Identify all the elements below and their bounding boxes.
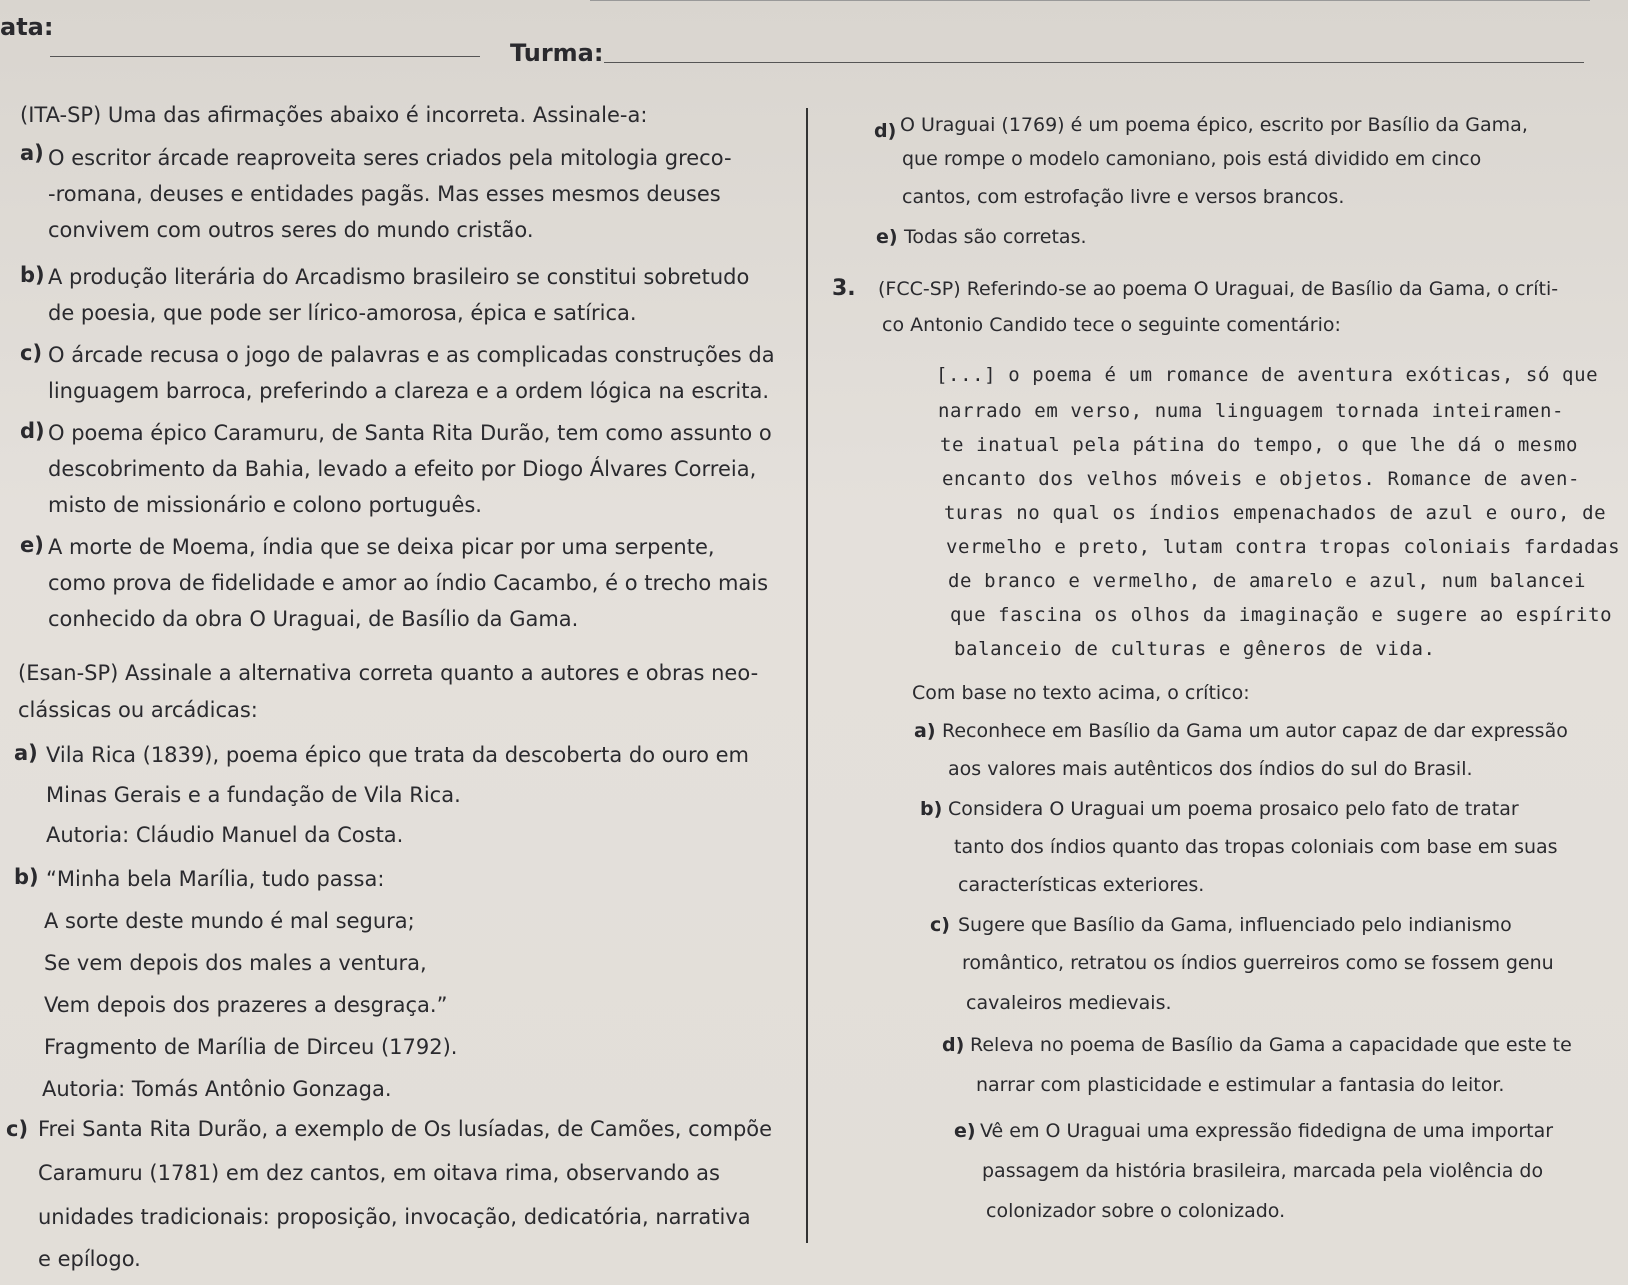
- q2-option-b-line: Se vem depois dos males a ventura,: [44, 951, 427, 975]
- q1-option-d-line: descobrimento da Bahia, levado a efeito por Diogo Álvares Correia,: [48, 457, 757, 481]
- q1-option-b-line: A produção literária do Arcadismo brasileiro se constitui sobretudo: [48, 265, 750, 289]
- q1-option-b-line: de poesia, que pode ser lírico-amorosa, épica e satírica.: [48, 301, 637, 325]
- q1-option-e-right-line: Todas são corretas.: [904, 226, 1087, 248]
- q1-option-c-letter: c): [20, 341, 43, 365]
- q1-option-d-line: misto de missionário e colono português.: [48, 493, 482, 517]
- q1-option-c-line: linguagem barroca, preferindo a clareza e a ordem lógica na escrita.: [48, 379, 770, 403]
- name-label: ata:: [0, 13, 54, 41]
- q3-quote-line: vermelho e preto, lutam contra tropas coloniais fardadas: [946, 536, 1621, 558]
- q3-option-e-line: passagem da história brasileira, marcada pela violência do: [982, 1160, 1544, 1182]
- column-divider: [806, 108, 808, 1243]
- q3-option-a-line: aos valores mais autênticos dos índios do sul do Brasil.: [948, 758, 1473, 780]
- top-edge: [590, 0, 1590, 1]
- q1-option-e-line: conhecido da obra O Uraguai, de Basílio da Gama.: [48, 607, 579, 631]
- name-line: [50, 56, 480, 57]
- q3-option-d-line: narrar com plasticidade e estimular a fantasia do leitor.: [976, 1074, 1505, 1096]
- q2-option-a-letter: a): [14, 741, 38, 765]
- q1-option-a-line: -romana, deuses e entidades pagãs. Mas esses mesmos deuses: [48, 182, 721, 206]
- q3-option-e-line: Vê em O Uraguai uma expressão fidedigna de uma importar: [980, 1120, 1554, 1142]
- q3-option-c-letter: c): [930, 914, 950, 936]
- q3-option-e-letter: e): [954, 1120, 976, 1142]
- q1-option-e-letter: e): [20, 533, 44, 557]
- class-line: [604, 62, 1584, 63]
- q3-option-b-letter: b): [920, 798, 943, 820]
- q1-option-a-line: convivem com outros seres do mundo cristão.: [48, 218, 534, 242]
- q1-option-d-right-line: que rompe o modelo camoniano, pois está dividido em cinco: [902, 148, 1482, 170]
- q3-option-b-line: tanto dos índios quanto das tropas coloniais com base em suas: [954, 836, 1558, 858]
- q3-quote-line: encanto dos velhos móveis e objetos. Romance de aven-: [942, 468, 1581, 490]
- q1-option-b-letter: b): [20, 263, 45, 287]
- q3-option-c-line: romântico, retratou os índios guerreiros como se fossem genu: [962, 952, 1554, 974]
- q2-statement: (Esan-SP) Assinale a alternativa correta quanto a autores e obras neo-: [18, 661, 759, 685]
- q1-option-d-line: O poema épico Caramuru, de Santa Rita Durão, tem como assunto o: [48, 421, 772, 445]
- q1-option-e-line: A morte de Moema, índia que se deixa picar por uma serpente,: [48, 535, 715, 559]
- q2-option-a-line: Minas Gerais e a fundação de Vila Rica.: [46, 783, 461, 807]
- q2-option-b-letter: b): [14, 865, 39, 889]
- q3-option-b-line: Considera O Uraguai um poema prosaico pelo fato de tratar: [948, 798, 1519, 820]
- class-label: Turma:: [510, 39, 604, 67]
- q2-option-b-line: Autoria: Tomás Antônio Gonzaga.: [42, 1077, 392, 1101]
- q3-prompt: Com base no texto acima, o crítico:: [912, 682, 1250, 704]
- q1-option-a-letter: a): [20, 141, 44, 165]
- q3-option-c-line: Sugere que Basílio da Gama, influenciado pelo indianismo: [958, 914, 1512, 936]
- q1-option-e-line: como prova de fidelidade e amor ao índio Cacambo, é o trecho mais: [48, 571, 769, 595]
- q2-option-b-line: Fragmento de Marília de Dirceu (1792).: [44, 1035, 458, 1059]
- q1-option-d-letter: d): [20, 419, 45, 443]
- q3-option-b-line: características exteriores.: [958, 874, 1205, 896]
- q2-option-b-line: A sorte deste mundo é mal segura;: [44, 909, 415, 933]
- q2-option-a-line: Vila Rica (1839), poema épico que trata da descoberta do ouro em: [46, 743, 750, 767]
- q1-option-a-line: O escritor árcade reaproveita seres criados pela mitologia greco-: [48, 146, 732, 170]
- q3-quote-line: [...] o poema é um romance de aventura exóticas, só que: [936, 364, 1599, 386]
- q3-option-d-line: Releva no poema de Basílio da Gama a capacidade que este te: [970, 1034, 1572, 1056]
- q2-option-c-line: Frei Santa Rita Durão, a exemplo de Os lusíadas, de Camões, compõe: [38, 1117, 773, 1141]
- q3-quote-line: narrado em verso, numa linguagem tornada inteiramen-: [938, 400, 1565, 422]
- q3-quote-line: que fascina os olhos da imaginação e sugere ao espírito: [950, 604, 1613, 626]
- q2-option-c-line: unidades tradicionais: proposição, invocação, dedicatória, narrativa: [38, 1205, 751, 1229]
- q2-option-b-line: “Minha bela Marília, tudo passa:: [46, 867, 385, 891]
- q2-statement: clássicas ou arcádicas:: [18, 698, 258, 722]
- q3-quote-line: de branco e vermelho, de amarelo e azul, num balancei: [948, 570, 1587, 592]
- q2-option-c-line: e epílogo.: [38, 1247, 141, 1271]
- q3-option-c-line: cavaleiros medievais.: [966, 992, 1172, 1014]
- q1-option-d-right-line: cantos, com estrofação livre e versos brancos.: [902, 186, 1345, 208]
- q3-option-e-line: colonizador sobre o colonizado.: [986, 1200, 1286, 1222]
- q2-option-c-letter: c): [6, 1117, 29, 1141]
- q3-number: 3.: [832, 276, 856, 301]
- q3-statement: co Antonio Candido tece o seguinte comentário:: [882, 314, 1341, 336]
- q1-option-e-right-letter: e): [876, 226, 898, 248]
- q2-option-a-line: Autoria: Cláudio Manuel da Costa.: [46, 823, 404, 847]
- q1-statement: (ITA-SP) Uma das afirmações abaixo é incorreta. Assinale-a:: [20, 103, 648, 127]
- q1-option-d-right-line: O Uraguai (1769) é um poema épico, escrito por Basílio da Gama,: [900, 114, 1528, 136]
- q1-option-d-right-letter: d): [874, 120, 897, 142]
- q3-option-d-letter: d): [942, 1034, 965, 1056]
- q1-option-c-line: O árcade recusa o jogo de palavras e as complicadas construções da: [48, 343, 775, 367]
- q3-option-a-line: Reconhece em Basílio da Gama um autor capaz de dar expressão: [942, 720, 1568, 742]
- q3-statement: (FCC-SP) Referindo-se ao poema O Uraguai, de Basílio da Gama, o críti-: [878, 278, 1559, 300]
- q3-quote-line: balanceio de culturas e gêneros de vida.: [954, 638, 1436, 660]
- q3-option-a-letter: a): [914, 720, 936, 742]
- q2-option-b-line: Vem depois dos prazeres a desgraça.”: [44, 993, 448, 1017]
- q3-quote-line: turas no qual os índios empenachados de azul e ouro, de: [944, 502, 1607, 524]
- q2-option-c-line: Caramuru (1781) em dez cantos, em oitava rima, observando as: [38, 1161, 720, 1185]
- q3-quote-line: te inatual pela pátina do tempo, o que lhe dá o mesmo: [940, 434, 1579, 456]
